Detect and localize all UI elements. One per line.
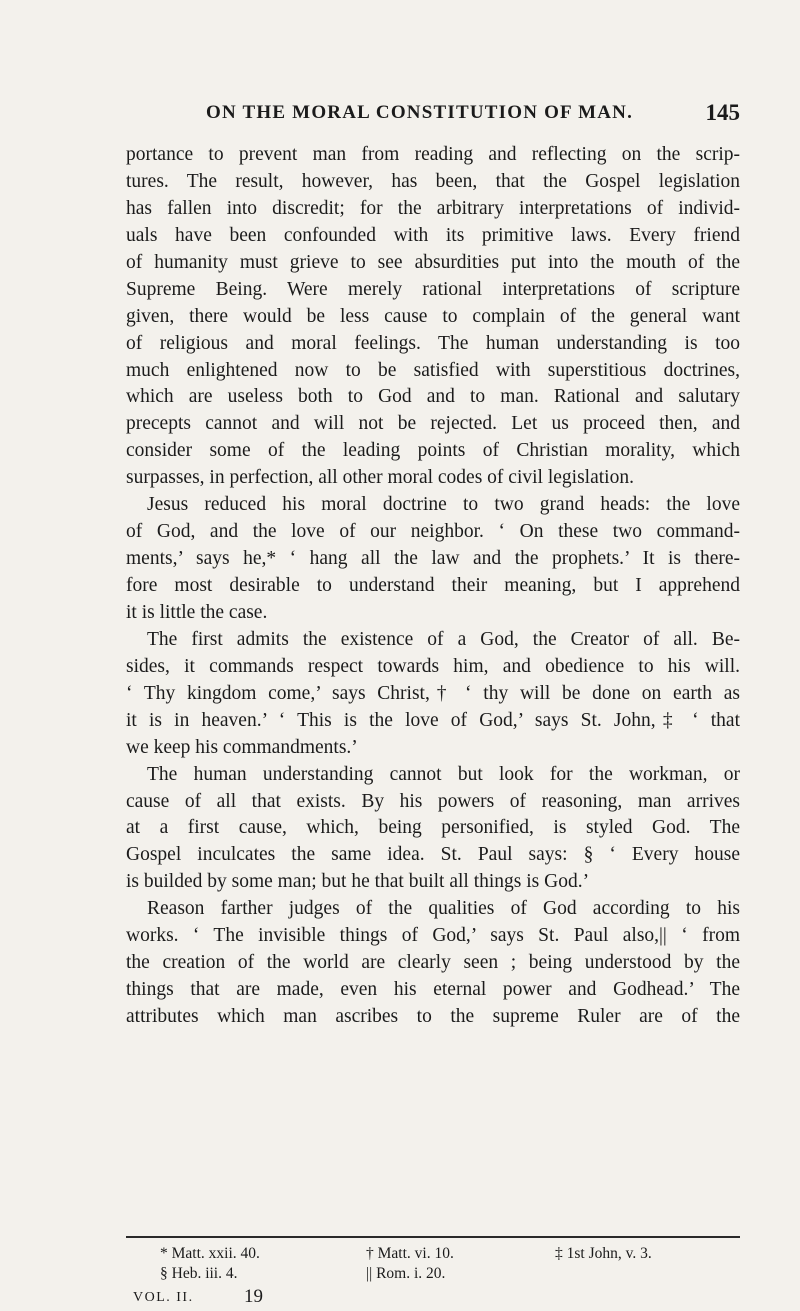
text-line: we keep his commandments.’ <box>126 736 358 758</box>
text-line: sides, it commands respect towards him, and obedience to his will. <box>126 655 740 677</box>
text-line: precepts cannot and will not be rejected. Let us proceed then, and <box>126 413 740 435</box>
text-line: it is little the case. <box>126 601 268 623</box>
footnote: ‡ 1st John, v. 3. <box>555 1245 652 1262</box>
text-line: tures. The result, however, has been, that the Gospel legislation <box>126 170 740 192</box>
text-line: surpasses, in perfection, all other moral codes of civil legislation. <box>126 467 634 489</box>
text-line: is builded by some man; but he that built all things is God.’ <box>126 871 590 893</box>
text-line: things that are made, even his eternal power and Godhead.’ The <box>126 979 740 1001</box>
text-line: works. ‘ The invisible things of God,’ says St. Paul also,|| ‘ from <box>126 925 740 947</box>
text-line: Reason farther judges of the qualities of God according to his <box>147 898 740 920</box>
text-line: of God, and the love of our neighbor. ‘ On these two command- <box>126 521 740 543</box>
text-line: Gospel inculcates the same idea. St. Paul says: § ‘ Every house <box>126 844 740 866</box>
footnote-row <box>160 1244 720 1264</box>
text-line: of humanity must grieve to see absurdities put into the mouth of the <box>126 251 740 273</box>
footnote-row <box>160 1264 720 1284</box>
footnote-rule <box>126 1236 740 1238</box>
text-line: much enlightened now to be satisfied with superstitious doctrines, <box>126 359 740 381</box>
footnote: * Matt. xxii. 40. <box>160 1245 260 1262</box>
text-line: consider some of the leading points of Christian morality, which <box>126 440 740 462</box>
running-head <box>126 92 740 132</box>
text-line: ments,’ says he,* ‘ hang all the law and the prophets.’ It is there- <box>126 548 740 570</box>
text-line: The human understanding cannot but look for the workman, or <box>147 763 740 785</box>
page-number: 145 <box>705 100 740 125</box>
text-line: has fallen into discredit; for the arbitrary interpretations of individ- <box>126 197 740 219</box>
text-line: cause of all that exists. By his powers of reasoning, man arrives <box>126 790 740 812</box>
text-line: given, there would be less cause to complain of the general want <box>126 305 740 327</box>
body-text <box>126 142 740 1031</box>
footnote: || Rom. i. 20. <box>366 1265 446 1282</box>
text-line: ‘ Thy kingdom come,’ says Christ,† ‘ thy will be done on earth as <box>126 682 740 704</box>
text-line: attributes which man ascribes to the supreme Ruler are of the <box>126 1006 740 1027</box>
text-line: The first admits the existence of a God, the Creator of all. Be- <box>147 628 740 650</box>
text-line: portance to prevent man from reading and reflecting on the scrip- <box>126 144 740 165</box>
text-line: Supreme Being. Were merely rational interpretations of scripture <box>126 278 740 300</box>
text-line: the creation of the world are clearly seen ; being understood by the <box>126 952 740 974</box>
text-line: fore most desirable to understand their meaning, but I apprehend <box>126 575 740 596</box>
signature-number: 19 <box>244 1286 263 1307</box>
footnotes <box>160 1244 720 1284</box>
running-title: ON THE MORAL CONSTITUTION OF MAN. <box>206 102 634 123</box>
text-line: which are useless both to God and to man. Rational and salutary <box>126 386 740 408</box>
text-line: it is in heaven.’ ‘ This is the love of God,’ says St. John,‡ ‘ that <box>126 709 740 731</box>
volume-signature: VOL. II. <box>133 1290 194 1305</box>
text-line: Jesus reduced his moral doctrine to two grand heads: the love <box>147 494 740 516</box>
text-line: of religious and moral feelings. The human understanding is too <box>126 332 740 354</box>
text-line: uals have been confounded with its primitive laws. Every friend <box>126 224 740 246</box>
footnote: § Heb. iii. 4. <box>160 1265 238 1282</box>
footnote: † Matt. vi. 10. <box>366 1245 454 1262</box>
text-line: at a first cause, which, being personified, is styled God. The <box>126 817 740 839</box>
